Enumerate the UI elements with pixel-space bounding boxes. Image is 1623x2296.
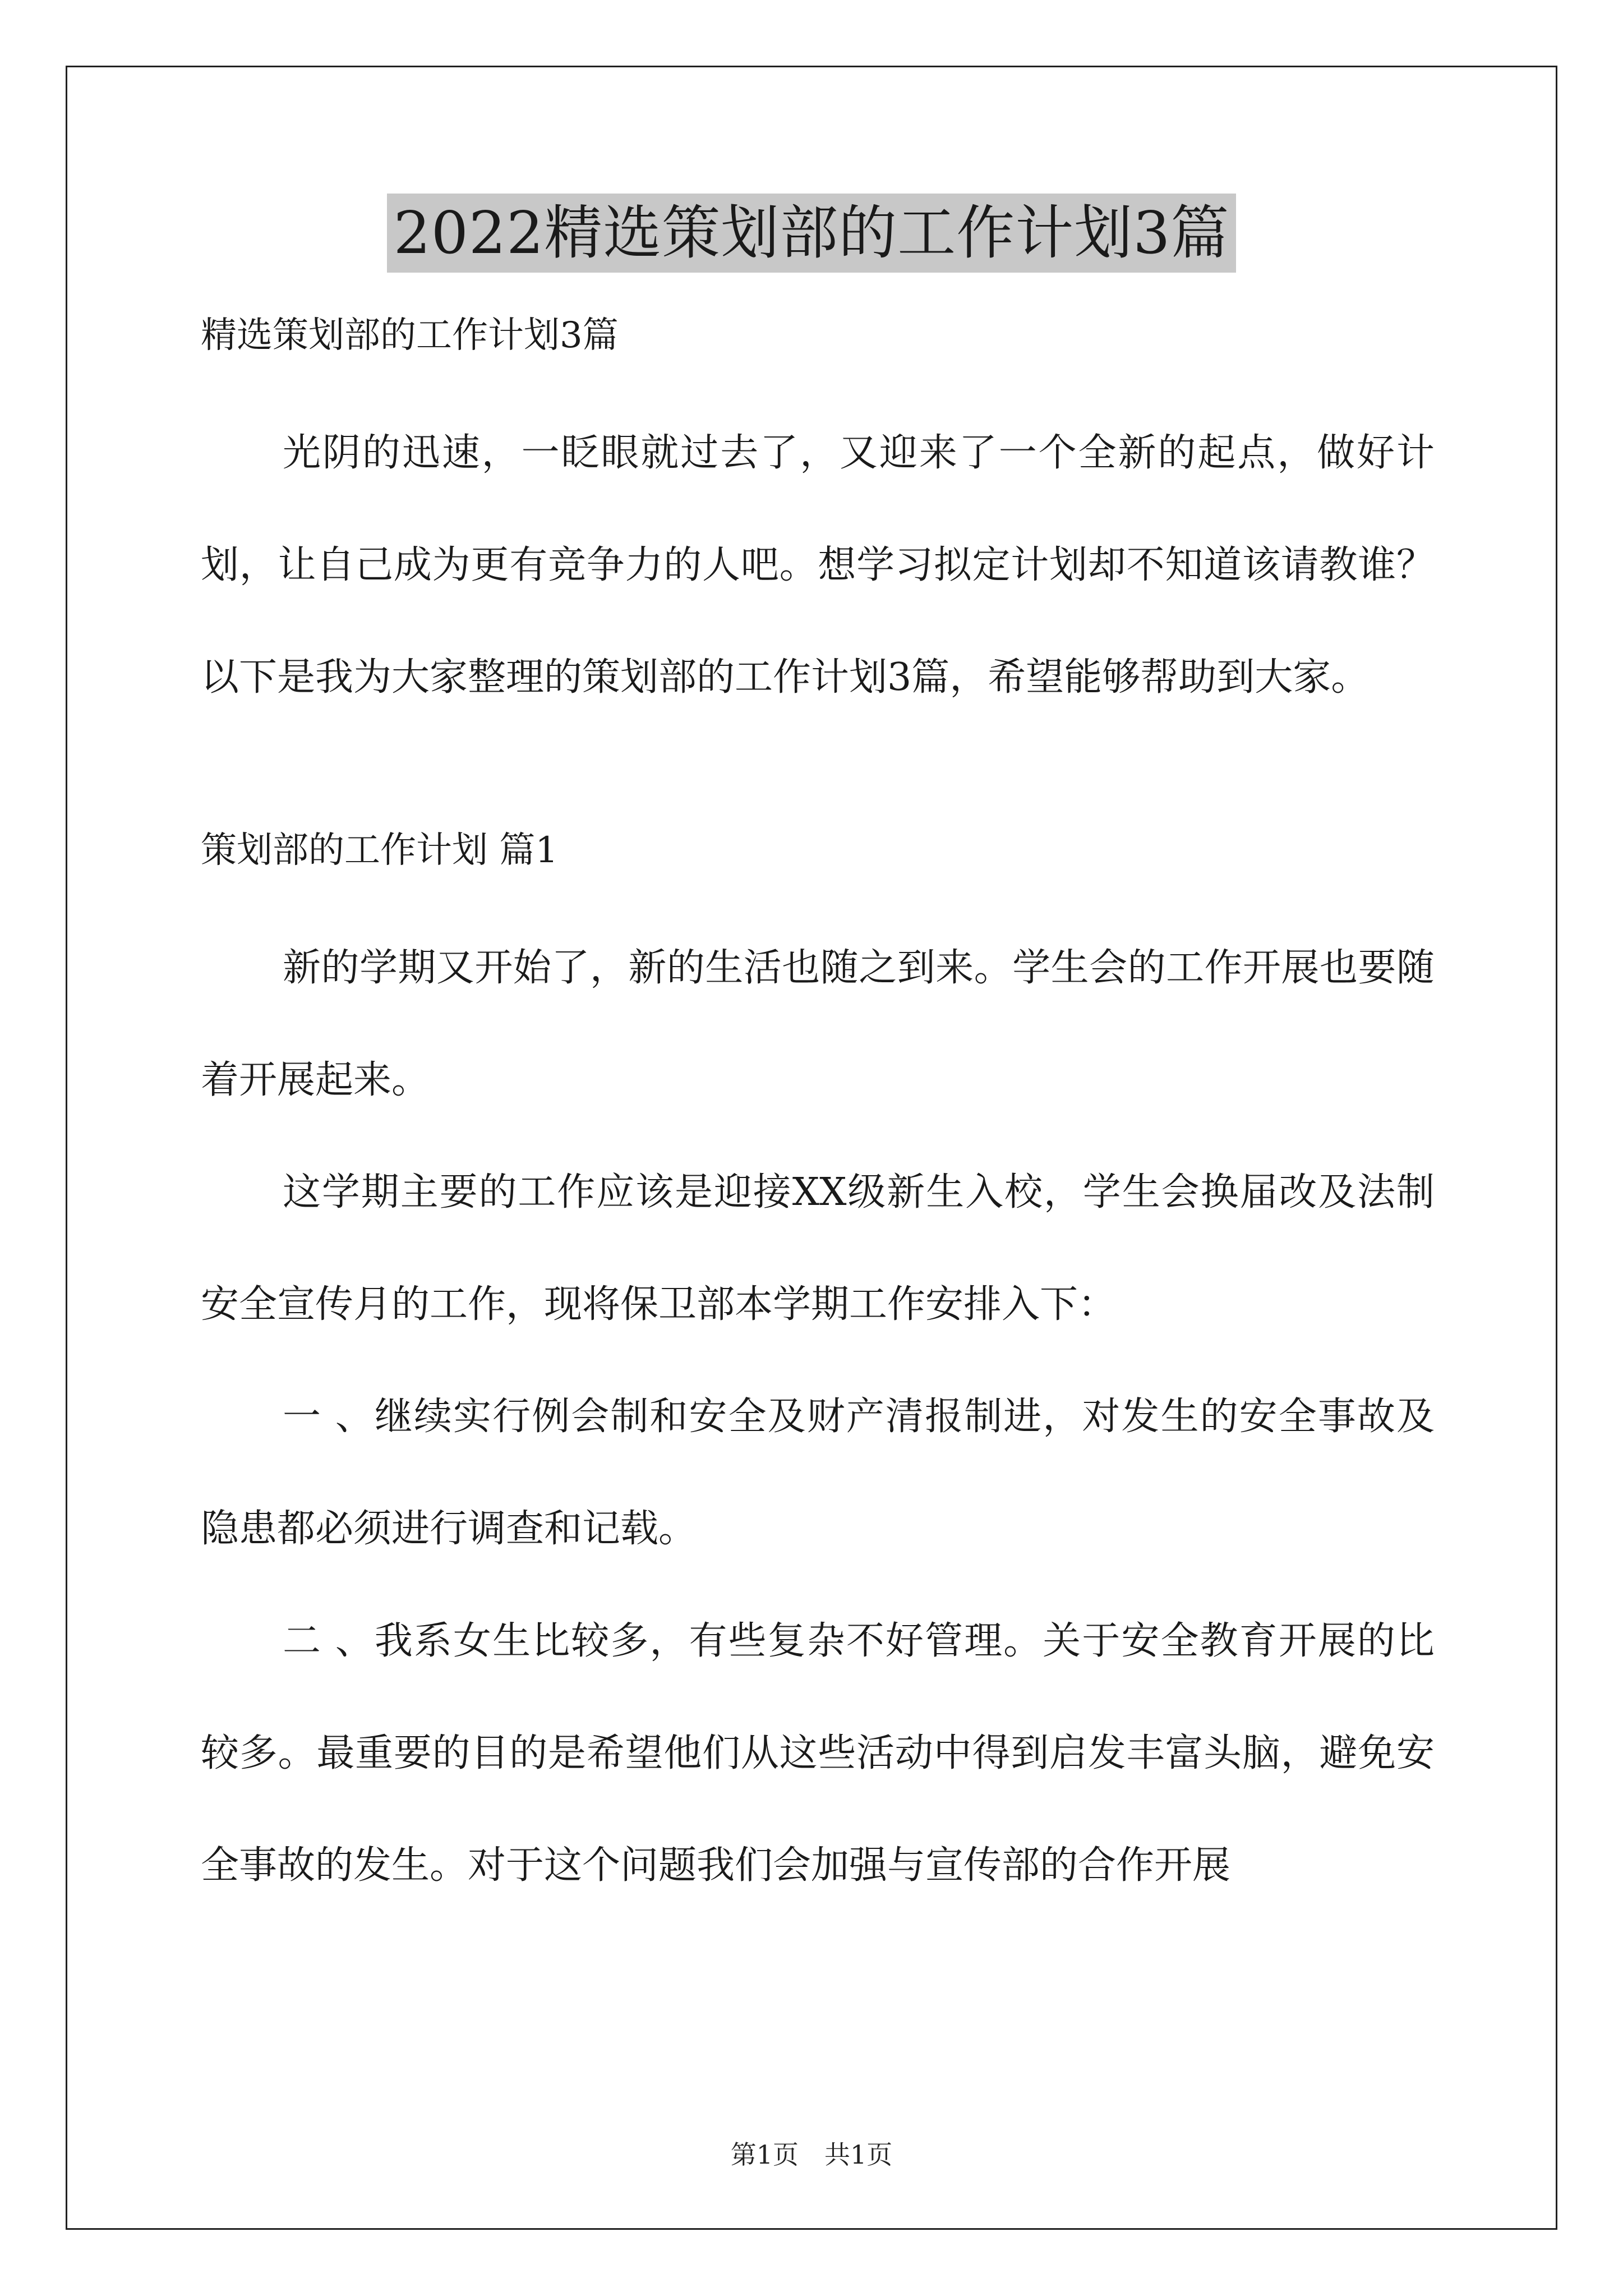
page-number: 第1页 共1页 (730, 2139, 893, 2170)
title-container (0, 194, 1623, 273)
body-paragraph: 一 、继续实行例会制和安全及财产清报制进，对发生的安全事故及隐患都必须进行调查和记载。 (201, 1395, 1435, 1551)
body-paragraph: 二 、我系女生比较多，有些复杂不好管理。关于安全教育开展的比较多。最重要的目的是希望他们从这些活动中得到启发丰富头脑，避免安全事故的发生。对于这个问题我们会加强与宣传部的合作开展 (201, 1619, 1435, 1888)
document-title: 2022精选策划部的工作计划3篇 (387, 194, 1237, 273)
intro-paragraph: 光阴的迅速，一眨眼就过去了，又迎来了一个全新的起点，做好计划，让自己成为更有竞争力的人吧。想学习拟定计划却不知道该请教谁？以下是我为大家整理的策划部的工作计划3篇，希望能够帮助到大家。 (201, 431, 1435, 700)
body-paragraph: 新的学期又开始了，新的生活也随之到来。学生会的工作开展也要随着开展起来。 (201, 946, 1435, 1102)
document-subtitle: 精选策划部的工作计划3篇 (201, 315, 619, 356)
section-heading: 策划部的工作计划 篇1 (201, 830, 559, 871)
body-paragraph: 这学期主要的工作应该是迎接XX级新生入校，学生会换届改及法制安全宣传月的工作，现将保卫部本学期工作安排入下： (201, 1170, 1435, 1327)
document-body (201, 303, 1435, 1922)
